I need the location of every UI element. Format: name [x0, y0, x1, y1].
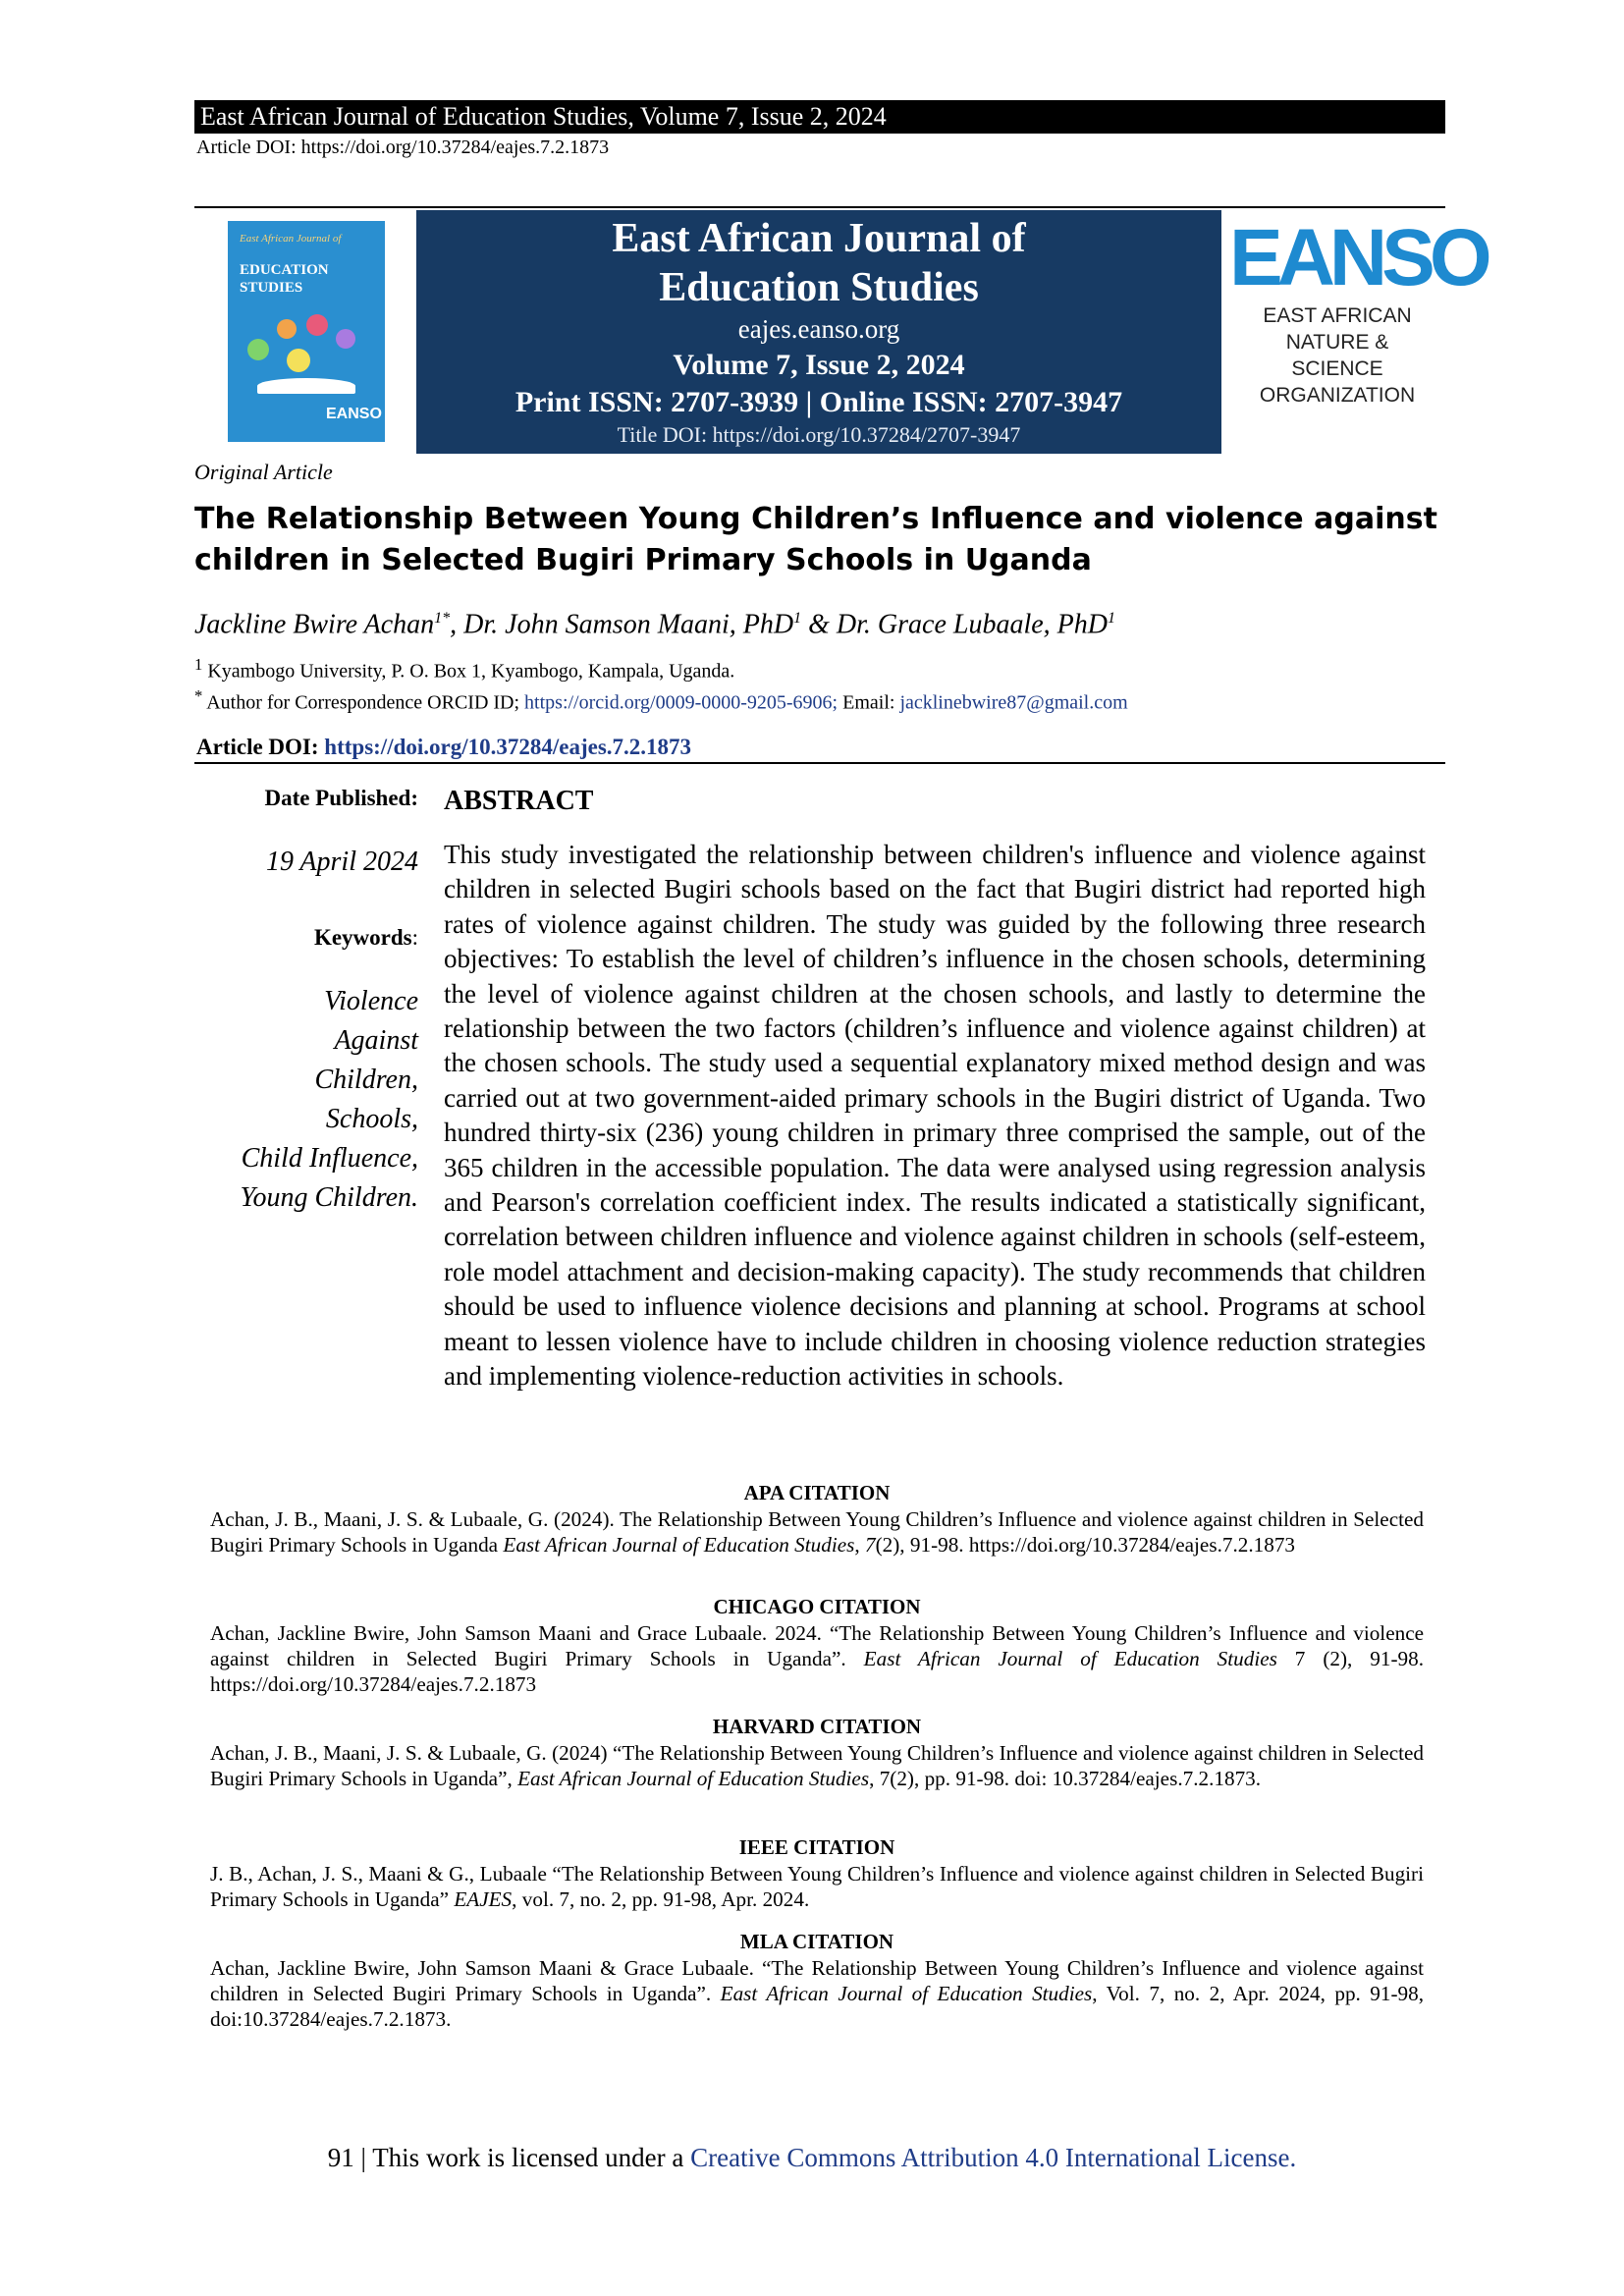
- journal-banner: [416, 210, 1221, 454]
- harvard-citation: [210, 1740, 1424, 1791]
- keyword: Against: [334, 1025, 418, 1056]
- publisher-name-line3: SCIENCE: [1291, 357, 1383, 380]
- author-sup: 1*: [434, 610, 451, 627]
- author-list: [194, 601, 1115, 642]
- keyword: Schools,: [325, 1104, 418, 1134]
- citation-volume: 7: [864, 1533, 876, 1557]
- journal-issn: Print ISSN: 2707-3939 | Online ISSN: 2707-3947: [514, 386, 1123, 418]
- publisher-logo: [1229, 213, 1487, 409]
- citation-text: , Vol. 7, no. 2, Apr. 2024, pp. 91-98, doi:10.37284/eajes.7.2.1873.: [210, 1982, 1424, 2031]
- author-sup: 1: [1108, 610, 1116, 627]
- citation-text: Achan, J. B., Maani, J. S. & Lubaale, G. (2024). The Relationship Between Young Children’s Influence and violence against children in Selected Bugiri Primary Schools in Uganda: [210, 1507, 1424, 1557]
- chicago-citation-heading: CHICAGO CITATION: [713, 1595, 921, 1618]
- journal-title-doi: Title DOI: https://doi.org/10.37284/2707-3947: [617, 422, 1021, 447]
- cover-book-icon: [257, 378, 355, 394]
- citation-text: , vol. 7, no. 2, pp. 91-98, Apr. 2024.: [512, 1887, 810, 1911]
- author-name: & Dr. Grace Lubaale, PhD: [801, 609, 1109, 640]
- cover-bubble: [306, 314, 328, 336]
- journal-website[interactable]: eajes.eanso.org: [737, 314, 900, 344]
- eanso-logo-mark: EANSO: [1229, 213, 1487, 302]
- cover-logo: EANSO: [326, 406, 382, 422]
- ieee-citation-heading: IEEE CITATION: [738, 1835, 895, 1859]
- cover-bubble: [277, 319, 297, 339]
- citation-text: J. B., Achan, J. S., Maani & G., Lubaale “The Relationship Between Young Children’s Influence and violence against children in Selected Bugiri Primary Schools in Uganda”: [210, 1862, 1424, 1911]
- article-title: The Relationship Between Young Children’s Influence and violence against children in Selected Bugiri Primary Schools in Uganda: [194, 502, 1437, 577]
- author-name: , Dr. John Samson Maani, PhD: [450, 609, 794, 640]
- header-article-doi: Article DOI: https://doi.org/10.37284/eajes.7.2.1873: [196, 137, 610, 158]
- abstract-heading: ABSTRACT: [444, 786, 594, 816]
- affiliation: [194, 652, 734, 684]
- chicago-citation: [210, 1620, 1424, 1697]
- keyword: Young Children.: [240, 1182, 418, 1213]
- email-link[interactable]: jacklinebwire87@gmail.com: [899, 691, 1128, 714]
- citation-journal: East African Journal of Education Studies: [503, 1533, 855, 1557]
- cover-bubble: [247, 339, 269, 360]
- keywords-label-text: Keywords: [313, 925, 412, 950]
- date-published-label: Date Published:: [264, 786, 418, 810]
- cover-title-line1: EDUCATION: [240, 262, 329, 278]
- correspondence-sup: *: [194, 686, 203, 705]
- correspondence: [194, 683, 1128, 716]
- affiliation-sup: 1: [194, 655, 203, 674]
- article-type: Original Article: [194, 460, 333, 484]
- apa-citation-heading: APA CITATION: [743, 1481, 891, 1504]
- citation-text: Achan, J. B., Maani, J. S. & Lubaale, G. (2024) “The Relationship Between Young Children’s Influence and violence against children in Selected Bugiri Primary Schools in Uganda”,: [210, 1741, 1424, 1790]
- journal-volume-issue: Volume 7, Issue 2, 2024: [673, 349, 965, 381]
- harvard-citation-heading: HARVARD CITATION: [712, 1715, 922, 1738]
- journal-title: East African Journal of Education Studies: [612, 216, 1026, 310]
- correspondence-prefix: Author for Correspondence ORCID ID;: [202, 691, 525, 714]
- publisher-name-line1: EAST AFRICAN: [1263, 304, 1412, 327]
- article-doi-link[interactable]: https://doi.org/10.37284/eajes.7.2.1873: [324, 735, 692, 759]
- header-rule: [194, 206, 1445, 208]
- license-text: This work is licensed under a: [372, 2143, 691, 2172]
- cover-small-text: East African Journal of: [240, 233, 342, 245]
- citation-text: Achan, Jackline Bwire, John Samson Maani & Grace Lubaale. “The Relationship Between Young Children’s Influence and violence against children in Selected Bugiri Primary Schools in Uganda”.: [210, 1956, 1424, 2005]
- citation-text: (2), 91-98. https://doi.org/10.37284/eajes.7.2.1873: [875, 1533, 1296, 1557]
- keywords-label: [194, 925, 418, 951]
- license-link[interactable]: Creative Commons Attribution 4.0 International License.: [690, 2143, 1297, 2172]
- citation-journal: EAJES: [454, 1887, 513, 1911]
- citation-text: ,: [854, 1533, 865, 1557]
- page-footer: [0, 2143, 1624, 2173]
- citation-journal: East African Journal of Education Studies: [517, 1767, 870, 1790]
- cover-bubble: [336, 329, 355, 349]
- mla-citation: [210, 1955, 1424, 2032]
- citation-text: Achan, Jackline Bwire, John Samson Maani and Grace Lubaale. 2024. “The Relationship Between Young Children’s Influence and violence against children in Selected Bugiri Primary Schools in Uganda”.: [210, 1621, 1424, 1670]
- publisher-name-line4: ORGANIZATION: [1259, 384, 1416, 407]
- orcid-link[interactable]: https://orcid.org/0009-0000-9205-6906;: [524, 691, 839, 714]
- keyword: Violence: [324, 986, 418, 1016]
- running-header: East African Journal of Education Studies, Volume 7, Issue 2, 2024: [194, 100, 1445, 134]
- cover-title-line2: STUDIES: [240, 280, 303, 296]
- email-prefix: Email:: [838, 691, 900, 714]
- keyword: Child Influence,: [241, 1143, 418, 1174]
- cover-bubble: [287, 349, 310, 372]
- abstract-text: This study investigated the relationship between children's influence and violence against children in selected Bugiri schools based on the fact that Bugiri district had reported high rates of violence against children. The study was guided by the following three research objectives: To establish the level of children’s influence in the chosen schools, determining the level of violence against children at the chosen schools, and lastly to determine the relationship between the two factors (children’s influence and violence against children) at the chosen schools. The study used a sequential explanatory mixed method design and was carried out at two government-aided primary schools in the Bugiri district of Uganda. Two hundred thirty-six (236) young children in primary three comprised the sample, out of the 365 children in the accessible population. The data were analysed using regression analysis and Pearson's correlation coefficient index. The results indicated a statistically significant, correlation between children influence and violence against children in schools (self-esteem, role model attachment and decision-making capacity). The study recommends that children should be used to influence violence decisions and planning at school. Programs at school meant to lessen violence have to include children in choosing violence reduction strategies and implementing violence-reduction activities in schools.: [444, 840, 1426, 1392]
- citation-text: , 7(2), pp. 91-98. doi: 10.37284/eajes.7.2.1873.: [869, 1767, 1262, 1790]
- apa-citation: [210, 1506, 1424, 1558]
- footer-separator: |: [353, 2143, 373, 2172]
- section-rule: [194, 762, 1445, 764]
- article-doi-label: Article DOI:: [196, 735, 325, 759]
- citation-journal: East African Journal of Education Studies: [863, 1647, 1277, 1670]
- citation-journal: East African Journal of Education Studies: [720, 1982, 1093, 2005]
- page-number: 91: [327, 2143, 354, 2172]
- article-doi: [196, 735, 691, 760]
- journal-cover-image: [228, 221, 385, 442]
- author-name: Jackline Bwire Achan: [194, 609, 435, 640]
- author-sup: 1: [793, 610, 802, 627]
- publisher-name-line2: NATURE &: [1285, 331, 1389, 354]
- affiliation-text: Kyambogo University, P. O. Box 1, Kyambogo, Kampala, Uganda.: [202, 660, 735, 683]
- mla-citation-heading: MLA CITATION: [739, 1930, 894, 1953]
- date-published: 19 April 2024: [265, 847, 418, 877]
- keywords-list: [194, 982, 418, 1218]
- citation-text: 7 (2), 91-98. https://doi.org/10.37284/eajes.7.2.1873: [210, 1647, 1424, 1696]
- keywords-colon: :: [411, 925, 418, 950]
- ieee-citation: [210, 1861, 1424, 1912]
- keyword: Children,: [314, 1065, 418, 1095]
